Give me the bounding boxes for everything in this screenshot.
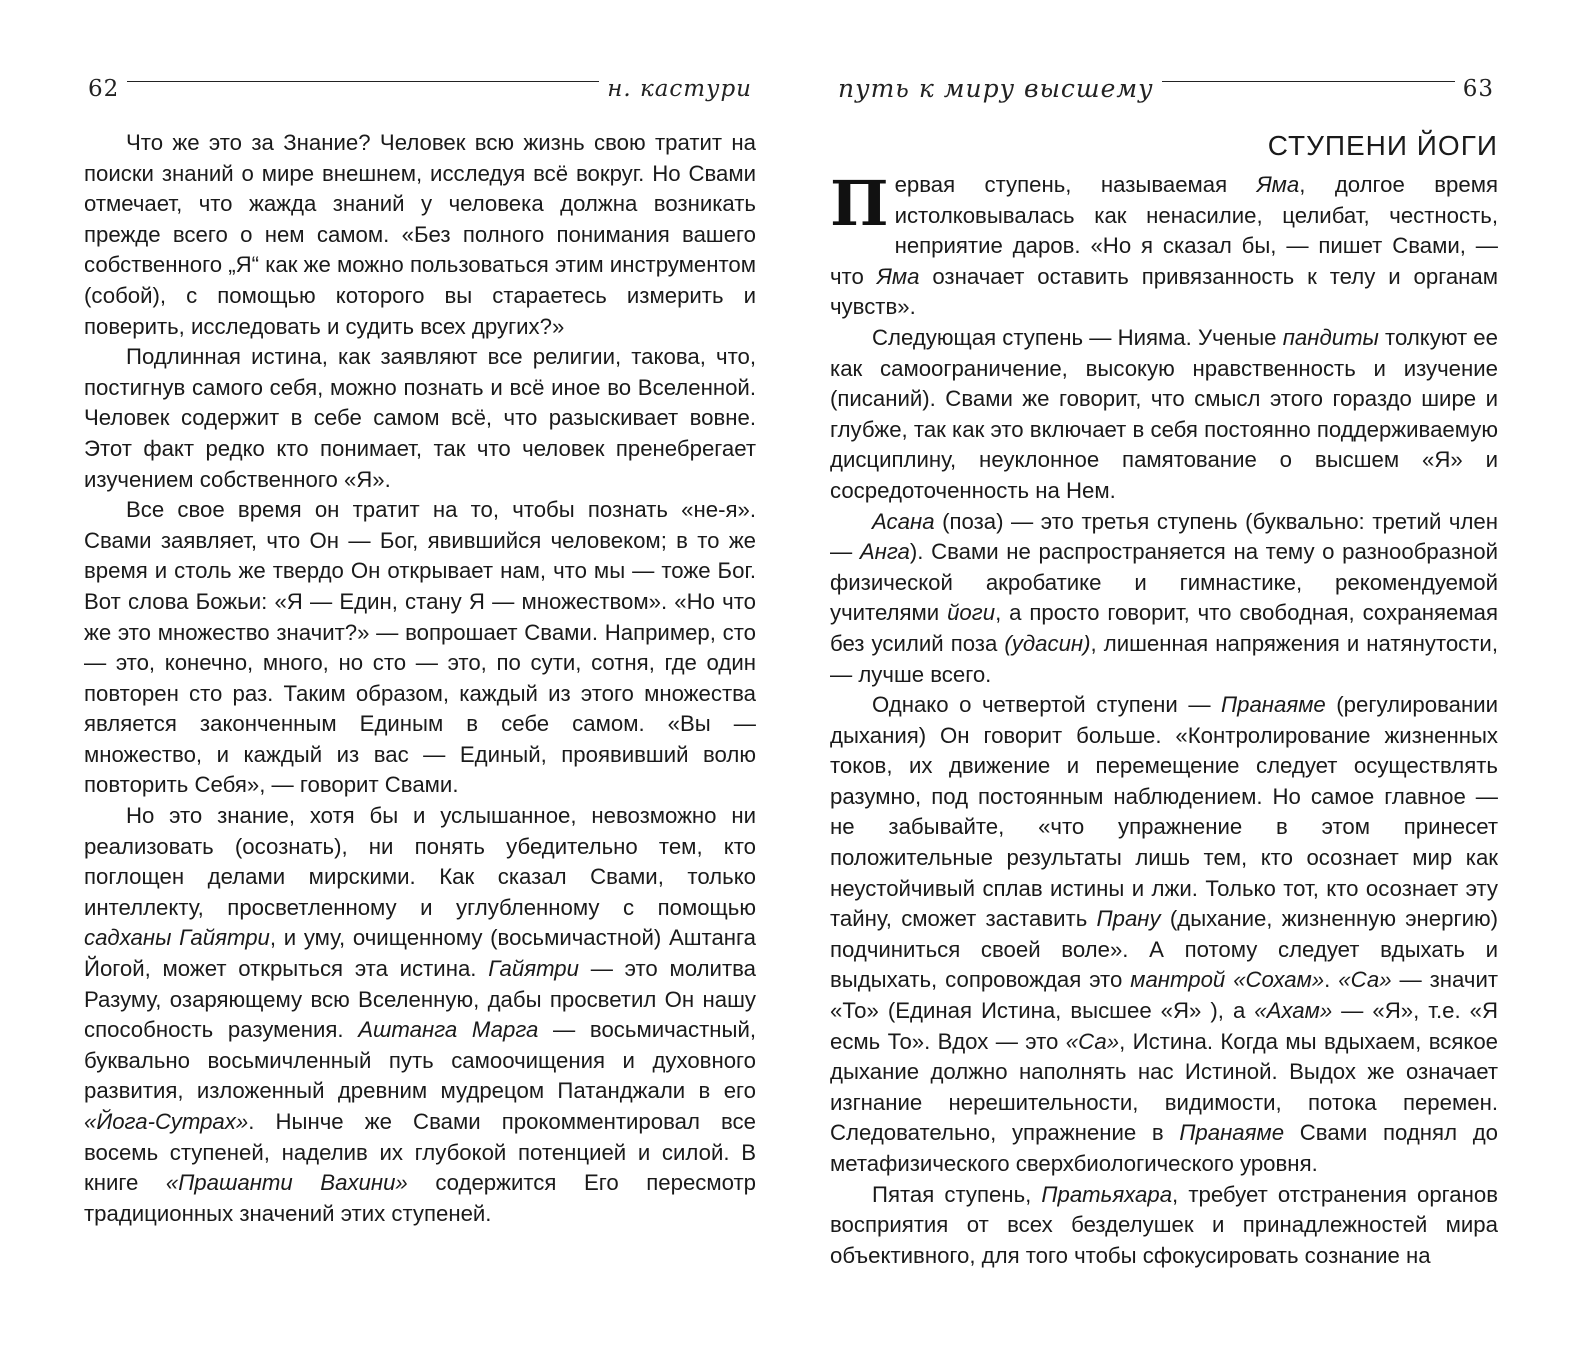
paragraph <box>84 128 756 342</box>
italic-term: мантрой «Сохам» <box>1130 967 1325 993</box>
italic-term: «Са» <box>1065 1028 1120 1054</box>
text-run: . <box>1324 967 1339 993</box>
text-run: толкуют ее как самоограничение, высокую нравственность и изучение (писаний). Свами же говорит, что смысл этого гораздо шире и глубже, так как это включает в себя постоянно поддерживаемую дисциплину, неуклонное памятование о высшем «Я» и сосредоточенность на Нем. <box>830 324 1498 503</box>
right-running-head <box>830 74 1498 114</box>
text-run: — значит «То» (Единая Истина, высшее «Я» ), а <box>830 967 1499 1024</box>
text-run: ). Свами не распространяется на тему о разнообразной физической акробатике и гимнастике, рекомендуемой учителями <box>830 539 1498 626</box>
text-run: — восьмичастный, буквально восьмичленный путь самоочищения и духовного развития, изложенный древним мудрецом Патанджали в его <box>84 1017 757 1104</box>
paragraph <box>84 495 756 801</box>
italic-term: Аштанга Марга <box>358 1017 539 1043</box>
italic-term: (удасин) <box>1004 630 1091 656</box>
text-run: ервая ступень, называемая <box>894 172 1257 197</box>
right-body-text <box>830 167 1499 1271</box>
italic-term: Прану <box>1096 906 1161 932</box>
text-run: , Истина. Когда мы вдыхаем, всякое дыхание должно наполнять нас Истиной. Выдох же означает изгнание нерешительности, видимости, потока перемен. Следовательно, упражнение в <box>830 1028 1499 1146</box>
text-run: Следующая ступень — Нияма. Ученые <box>872 324 1283 350</box>
text-run: Все свое время он тратит на то, чтобы познать «не-я». Свами заявляет, что Он — Бог, явившийся человеком; в то же время и столь же твердо Он открывает нам, что мы — тоже Бог. Вот слова Божьи: «Я — Един, стану Я — множеством». «Но что же это множество значит?» — вопрошает Свами. Например, сто — это, конечно, много, но сто — это, по сути, сотня, где один повторен сто раз. Таким образом, каждый из этого множества является законченным Единым в себе самом. «Вы — множество, и каждый из вас — Единый, проявивший волю повторить Себя», — говорит Свами. <box>84 497 756 798</box>
right-page <box>790 0 1581 1366</box>
italic-term: пандиты <box>1282 324 1379 350</box>
paragraph <box>84 342 756 495</box>
text-run: Что же это за Знание? Человек всю жизнь свою тратит на поиски знаний о мире внешнем, исследуя всё вокруг. Но Свами отмечает, что жажда знаний у человека должна возникать прежде всего о нем самом. «Без полного понимания вашего собственного „Я“ как же можно пользоваться этим инструментом (собой), с помощью которого вы стараетесь измерить и поверить, исследовать и судить всех других?» <box>84 130 756 339</box>
italic-term: Анга <box>859 539 910 565</box>
text-run: , требует отстранения органов восприятия от всех безделушек и принадлежностей мира объективного, для того чтобы сфокусировать сознание на <box>830 1181 1498 1268</box>
left-body-text <box>84 128 756 1229</box>
text-run: , лишенная напряжения и натянутости, — лучше всего. <box>830 630 1498 687</box>
text-run: , долгое время истолковывалась как ненасилие, целибат, честность, неприятие даров. «Но я сказал бы, — пишет Свами, — что <box>830 172 1498 289</box>
italic-term: Асана <box>872 508 935 534</box>
italic-term: «Прашанти Вахини» <box>165 1170 408 1196</box>
page-number: 62 <box>80 76 127 102</box>
italic-term: йоги <box>947 600 996 626</box>
italic-term: Гайятри <box>488 956 579 982</box>
italic-term: Пранаяме <box>1221 692 1326 718</box>
text-run: Однако о четвертой ступени — <box>872 692 1222 718</box>
paragraph <box>830 507 1498 691</box>
text-run: (дыхание, жизненную энергию) подчиниться своей воле». А потому следует вдыхать и выдыхать, сопровождая это <box>830 906 1499 993</box>
text-run: . Нынче же Свами прокомментировал все восемь ступеней, наделив их глубокой потенцией и силой. В книге <box>84 1109 756 1196</box>
page-number: 63 <box>1455 76 1502 102</box>
text-run: содержится Его пересмотр традиционных значений этих ступеней. <box>84 1170 756 1226</box>
text-run: — это молитва Разуму, озаряющему всю Вселенную, дабы просветил Он нашу способность разумения. <box>84 956 756 1043</box>
drop-cap: П <box>830 167 889 240</box>
italic-term: «Са» <box>1338 967 1392 993</box>
paragraph <box>830 1180 1498 1272</box>
left-page <box>0 0 790 1366</box>
text-run: , и уму, очищенному (восьмичастной) Аштанга Йогой, может открыться эта истина. <box>84 925 756 982</box>
text-run: Но это знание, хотя бы и услышанное, невозможно ни реализовать (осознать), ни понять убедительно тем, кто поглощен делами мирскими. Как сказал Свами, только интеллекту, просветленному и углубленному с помощью <box>84 803 756 920</box>
text-run: Свами поднял до метафизического сверхбиологического уровня. <box>830 1120 1498 1176</box>
text-run: , а просто говорит, что свободная, сохраняемая без усилий поза <box>830 600 1498 656</box>
paragraph <box>830 323 1498 507</box>
left-running-head <box>84 74 756 114</box>
running-title-book: путь к миру высшему <box>830 76 1162 102</box>
text-run: — «Я», т.е. «Я есмь То». Вдох — это <box>830 998 1498 1054</box>
italic-term: «Ахам» <box>1254 998 1333 1024</box>
text-run: (регулировании дыхания) Он говорит больше. «Контролирование жизненных токов, их движение и перемещение следует осуществлять разумно, под постоянным наблюдением. Но самое главное — не забывайте, «что упражнение в этом принесет положительные результаты лишь тем, кто осознает мир как неустойчивый сплав истины и лжи. Только тот, кто осознает эту тайну, сможет заставить <box>830 692 1498 932</box>
text-run: (поза) — это третья ступень (буквально: третий член — <box>830 508 1498 565</box>
italic-term: Яма <box>1256 172 1300 197</box>
paragraph <box>830 690 1498 1180</box>
italic-term: Пранаяме <box>1179 1120 1285 1146</box>
italic-term: «Йога-Сутрах» <box>84 1109 249 1134</box>
text-run: Пятая ступень, <box>872 1181 1042 1207</box>
paragraph <box>84 801 756 1229</box>
italic-term: Пратьяхара <box>1041 1181 1173 1207</box>
running-title-author: н. кастури <box>599 76 760 102</box>
paragraph <box>830 167 1499 323</box>
italic-term: Яма <box>876 263 920 289</box>
chapter-heading: СТУПЕНИ ЙОГИ <box>1267 130 1498 161</box>
text-run: Подлинная истина, как заявляют все религии, такова, что, постигнув самого себя, можно познать и всё иное во Вселенной. Человек содержит в себе самом всё, что разыскивает вовне. Этот факт редко кто понимает, так что человек пренебрегает изучением собственного «Я». <box>84 344 756 492</box>
italic-term: садханы Гайятри <box>84 925 270 951</box>
text-run: означает оставить привязанность к телу и органам чувств». <box>830 263 1499 320</box>
